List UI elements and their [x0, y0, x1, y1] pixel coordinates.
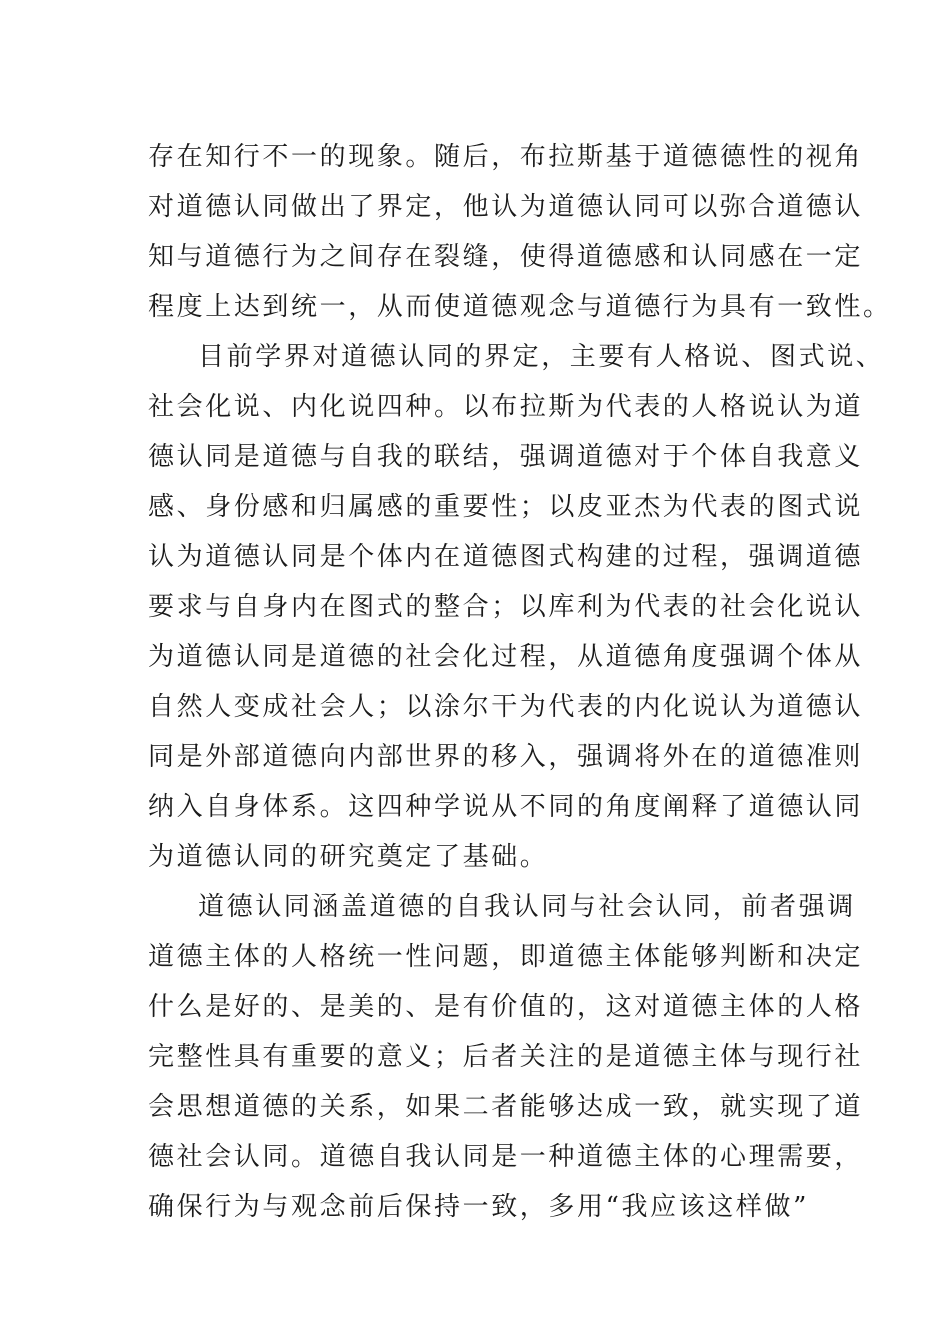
paragraph-first-line: 道德认同涵盖道德的自我认同与社会认同，前者强调 [198, 892, 856, 922]
text-line: 社会化说、内化说四种。以布拉斯为代表的人格说认为道 [148, 392, 864, 422]
text-line: 认为道德认同是个体内在道德图式构建的过程，强调道德 [148, 542, 864, 572]
text-line: 程度上达到统一，从而使道德观念与道德行为具有一致性。 [148, 292, 892, 322]
body-text [148, 132, 892, 1232]
text-line: 德认同是道德与自我的联结，强调道德对于个体自我意义 [148, 442, 864, 472]
text-line: 会思想道德的关系，如果二者能够达成一致，就实现了道 [148, 1092, 864, 1122]
text-line: 存在知行不一的现象。随后，布拉斯基于道德德性的视角 [148, 142, 864, 172]
text-line: 为道德认同是道德的社会化过程，从道德角度强调个体从 [148, 642, 864, 672]
text-line: 道德主体的人格统一性问题，即道德主体能够判断和决定 [148, 942, 864, 972]
text-line: 对道德认同做出了界定，他认为道德认同可以弥合道德认 [148, 192, 864, 222]
text-line: 纳入自身体系。这四种学说从不同的角度阐释了道德认同 [148, 792, 864, 822]
text-line: 同是外部道德向内部世界的移入，强调将外在的道德准则 [148, 742, 864, 772]
paragraph-first-line: 目前学界对道德认同的界定，主要有人格说、图式说、 [198, 342, 885, 372]
text-line: 为道德认同的研究奠定了基础。 [148, 842, 549, 872]
text-line: 感、身份感和归属感的重要性；以皮亚杰为代表的图式说 [148, 492, 864, 522]
text-line: 什么是好的、是美的、是有价值的，这对道德主体的人格 [148, 992, 864, 1022]
text-line: 要求与自身内在图式的整合；以库利为代表的社会化说认 [148, 592, 864, 622]
text-line: 确保行为与观念前后保持一致，多用“我应该这样做” [148, 1192, 809, 1222]
text-line: 知与道德行为之间存在裂缝，使得道德感和认同感在一定 [148, 242, 864, 272]
text-line: 完整性具有重要的意义；后者关注的是道德主体与现行社 [148, 1042, 864, 1072]
text-line: 自然人变成社会人；以涂尔干为代表的内化说认为道德认 [148, 692, 864, 722]
text-line: 德社会认同。道德自我认同是一种道德主体的心理需要， [148, 1142, 864, 1172]
